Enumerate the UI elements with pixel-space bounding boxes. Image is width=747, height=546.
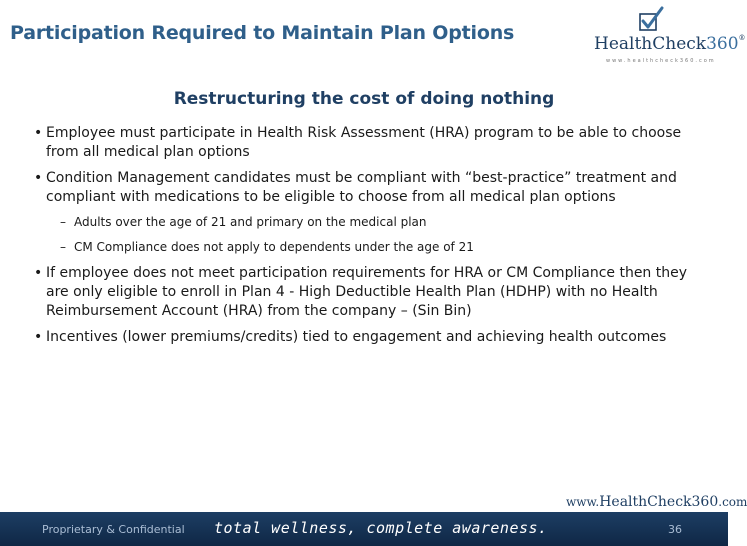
bullet-item — [34, 264, 694, 321]
bullet-list — [34, 124, 694, 354]
bullet-item — [34, 328, 694, 347]
slide-subtitle: Restructuring the cost of doing nothing — [173, 89, 555, 109]
bullet-text: If employee does not meet participation requirements for HRA or CM Compliance then they are only eligible to enroll in Plan 4 - High Deductible Health Plan (HDHP) with no Health Reimbursement Account (HRA) from the company – (Sin Bin) — [46, 265, 688, 319]
logo-wordmark — [594, 34, 746, 54]
footer-url-brand: HealthCheck360 — [599, 494, 719, 510]
sub-bullet-mark: – — [60, 240, 66, 254]
sub-bullet-item — [34, 239, 694, 256]
sub-bullet-text: Adults over the age of 21 and primary on the medical plan — [74, 215, 427, 229]
footer-url-prefix: www. — [566, 495, 600, 509]
checkbox-check-icon — [638, 6, 664, 36]
sub-bullet-text: CM Compliance does not apply to dependents under the age of 21 — [74, 240, 474, 254]
bullet-item — [34, 124, 694, 162]
logo-url: www.healthcheck360.com — [606, 58, 716, 64]
bullet-text: Employee must participate in Health Risk Assessment (HRA) program to be able to choose from all medical plan options — [46, 125, 682, 160]
bullet-mark: • — [34, 329, 43, 345]
sub-bullet-item — [34, 214, 694, 231]
bullet-mark: • — [34, 170, 43, 186]
registered-mark: ® — [738, 34, 746, 42]
slide-title: Participation Required to Maintain Plan Options — [10, 22, 515, 44]
bullet-text: Incentives (lower premiums/credits) tied to engagement and achieving health outcomes — [46, 329, 667, 345]
page-number: 36 — [668, 523, 682, 536]
sub-bullet-mark: – — [60, 215, 66, 229]
footer-bar — [0, 512, 728, 546]
footer-slogan: total wellness, complete awareness. — [214, 519, 548, 537]
bullet-mark: • — [34, 125, 43, 141]
healthcheck360-logo — [594, 4, 746, 68]
bullet-text: Condition Management candidates must be compliant with “best-practice” treatment and compliant with medications to be eligible to choose from all medical plan options — [46, 170, 677, 205]
footer-url — [566, 494, 747, 510]
bullet-mark: • — [34, 265, 43, 281]
logo-brand-number: 360 — [706, 34, 739, 54]
footer-url-suffix: .com — [718, 495, 747, 509]
logo-brand-name: HealthCheck — [594, 34, 707, 54]
footer-confidential-label: Proprietary & Confidential — [42, 523, 185, 536]
bullet-item — [34, 169, 694, 207]
